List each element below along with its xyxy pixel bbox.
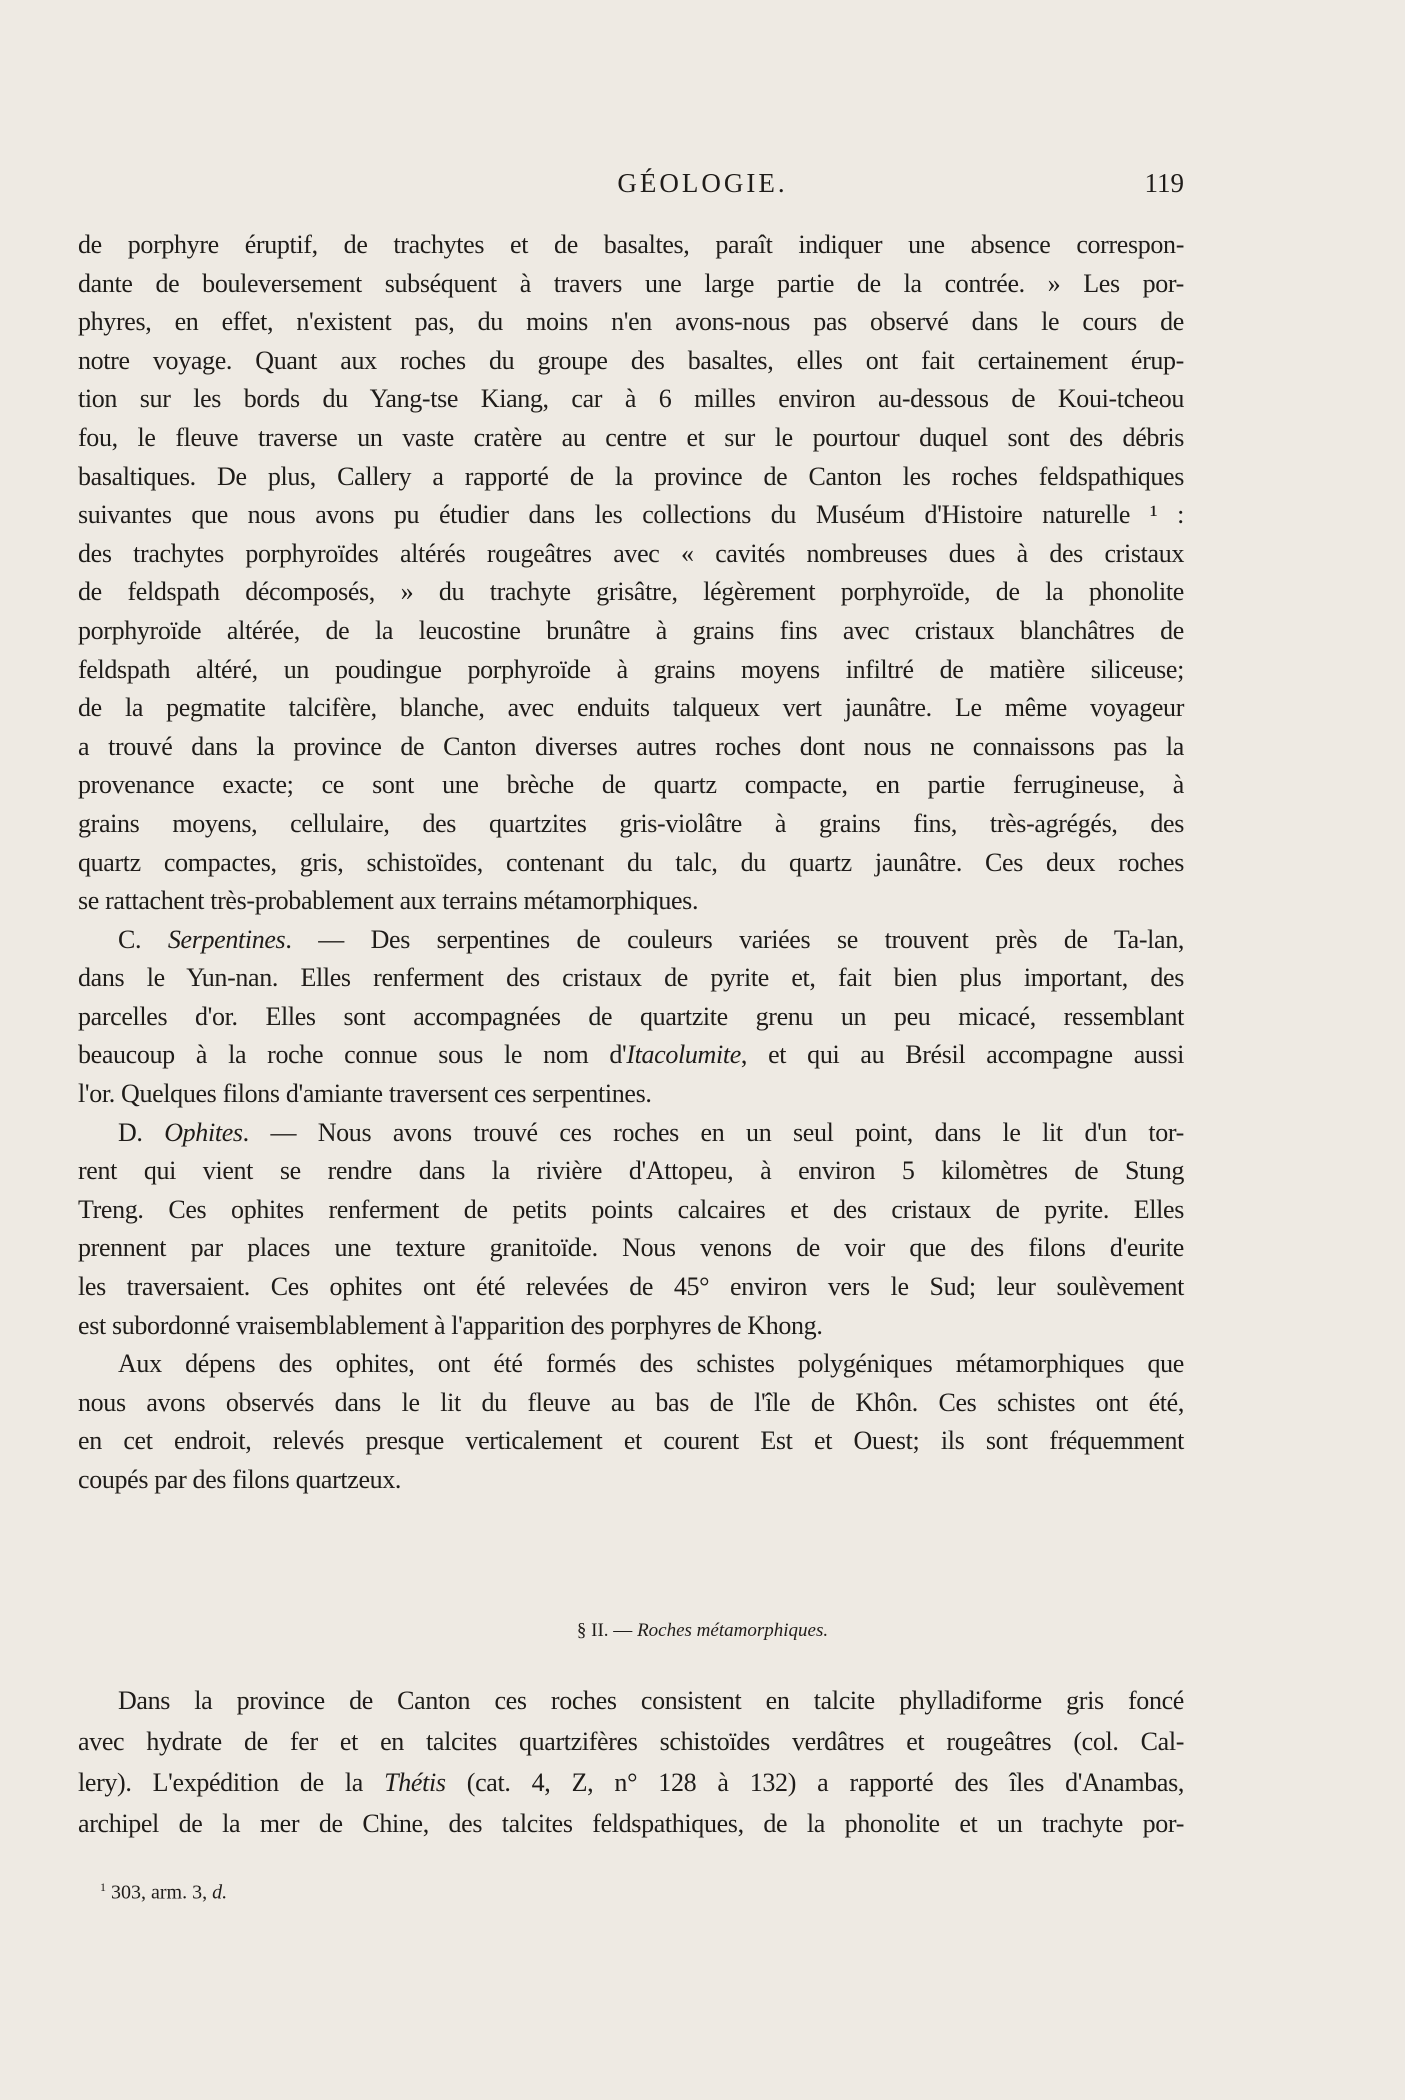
text-line	[78, 1036, 1184, 1075]
footnote	[100, 1880, 227, 1905]
text-segment: lery). L'expédition de la	[78, 1768, 385, 1797]
text-line: se rattachent très-probablement aux terrains métamorphiques.	[78, 886, 699, 916]
text-line: des trachytes porphyroïdes altérés rougeâtres avec « cavités nombreuses dues à des cristaux	[78, 538, 1184, 568]
text-segment: , et qui au Brésil accompagne aussi	[740, 1040, 1184, 1070]
page-number: 119	[1144, 168, 1184, 198]
italic-term: Thétis	[384, 1768, 446, 1797]
text-line	[78, 921, 1184, 960]
italic-term: Itacolumite	[626, 1040, 741, 1070]
text-segment: beaucoup à la roche connue sous le nom d'	[78, 1040, 627, 1070]
section-title: Roches métamorphiques.	[637, 1620, 829, 1641]
italic-term: Serpentines	[167, 924, 286, 954]
section-heading	[0, 1620, 1405, 1642]
text-line: notre voyage. Quant aux roches du groupe des basaltes, elles ont fait certainement érup-	[78, 345, 1184, 375]
text-line: dante de bouleversement subséquent à travers une large partie de la contrée. » Les por-	[78, 268, 1184, 298]
text-line: est subordonné vraisemblablement à l'apparition des porphyres de Khong.	[78, 1310, 823, 1340]
text-line: porphyroïde altérée, de la leucostine brunâtre à grains fins avec cristaux blanchâtres de	[78, 615, 1184, 645]
text-line: les traversaient. Ces ophites ont été relevées de 45° environ vers le Sud; leur soulèvement	[78, 1272, 1184, 1302]
body-text	[78, 226, 1184, 1500]
text-line: rent qui vient se rendre dans la rivière d'Attopeu, à environ 5 kilomètres de Stung	[78, 1156, 1184, 1186]
text-line: Aux dépens des ophites, ont été formés des schistes polygéniques métamorphiques que	[118, 1349, 1184, 1379]
text-line	[78, 1762, 1184, 1803]
text-line: Dans la province de Canton ces roches consistent en talcite phylladiforme gris foncé	[118, 1686, 1184, 1715]
text-line: grains moyens, cellulaire, des quartzites gris-violâtre à grains fins, très-agrégés, des	[78, 808, 1184, 838]
text-line: en cet endroit, relevés presque verticalement et courent Est et Ouest; ils sont fréquemment	[78, 1426, 1184, 1456]
text-segment: (cat. 4, Z, n° 128 à 132) a rapporté des îles d'Anambas,	[445, 1768, 1184, 1797]
section-body-text	[78, 1680, 1184, 1844]
text-segment: . — Des serpentines de couleurs variées se trouvent près de Ta-lan,	[285, 924, 1185, 954]
text-line: tion sur les bords du Yang-tse Kiang, car à 6 milles environ au-dessous de Koui-tcheou	[78, 384, 1184, 414]
text-line: a trouvé dans la province de Canton diverses autres roches dont nous ne connaissons pas la	[78, 731, 1184, 761]
text-line: avec hydrate de fer et en talcites quartzifères schistoïdes verdâtres et rougeâtres (col. Cal-	[78, 1727, 1184, 1756]
text-line: de la pegmatite talcifère, blanche, avec enduits talqueux vert jaunâtre. Le même voyageur	[78, 693, 1184, 723]
text-line: de porphyre éruptif, de trachytes et de basaltes, paraît indiquer une absence correspon-	[78, 230, 1184, 259]
footnote-mark: 1	[100, 1880, 106, 1894]
section-number: § II. —	[576, 1620, 638, 1641]
text-line: basaltiques. De plus, Callery a rapporté de la province de Canton les roches feldspathiques	[78, 461, 1184, 491]
text-line: provenance exacte; ce sont une brèche de quartz compacte, en partie ferrugineuse, à	[78, 770, 1184, 800]
text-line: suivantes que nous avons pu étudier dans les collections du Muséum d'Histoire naturelle ¹ :	[78, 500, 1184, 530]
text-line: Treng. Ces ophites renferment de petits points calcaires et des cristaux de pyrite. Elles	[78, 1194, 1184, 1224]
text-line: feldspath altéré, un poudingue porphyroïde à grains moyens infiltré de matière siliceuse;	[78, 654, 1184, 684]
text-line: dans le Yun-nan. Elles renferment des cristaux de pyrite et, fait bien plus important, des	[78, 963, 1184, 993]
text-segment: . — Nous avons trouvé ces roches en un seul point, dans le lit d'un tor-	[242, 1117, 1184, 1147]
text-line: archipel de la mer de Chine, des talcites feldspathiques, de la phonolite et un trachyte por-	[78, 1809, 1184, 1838]
text-segment: C.	[118, 924, 168, 954]
footnote-italic: d.	[212, 1881, 228, 1904]
text-line: nous avons observés dans le lit du fleuve au bas de l'île de Khôn. Ces schistes ont été,	[78, 1387, 1184, 1417]
text-line	[78, 1114, 1184, 1153]
text-line: l'or. Quelques filons d'amiante traversent ces serpentines.	[78, 1079, 652, 1109]
text-line: phyres, en effet, n'existent pas, du moins n'en avons-nous pas observé dans le cours de	[78, 307, 1184, 337]
footnote-text: 303, arm. 3,	[106, 1881, 213, 1904]
text-line: de feldspath décomposés, » du trachyte grisâtre, légèrement porphyroïde, de la phonolite	[78, 577, 1184, 607]
text-line: quartz compactes, gris, schistoïdes, contenant du talc, du quartz jaunâtre. Ces deux roches	[78, 847, 1184, 877]
text-line: coupés par des filons quartzeux.	[78, 1465, 402, 1494]
running-header: GÉOLOGIE.	[617, 168, 788, 198]
text-line: fou, le fleuve traverse un vaste cratère au centre et sur le pourtour duquel sont des débris	[78, 422, 1184, 452]
text-segment: D.	[118, 1117, 165, 1147]
italic-term: Ophites	[164, 1117, 243, 1147]
text-line: parcelles d'or. Elles sont accompagnées de quartzite grenu un peu micacé, ressemblant	[78, 1001, 1184, 1031]
text-line: prennent par places une texture granitoïde. Nous venons de voir que des filons d'eurite	[78, 1233, 1184, 1263]
